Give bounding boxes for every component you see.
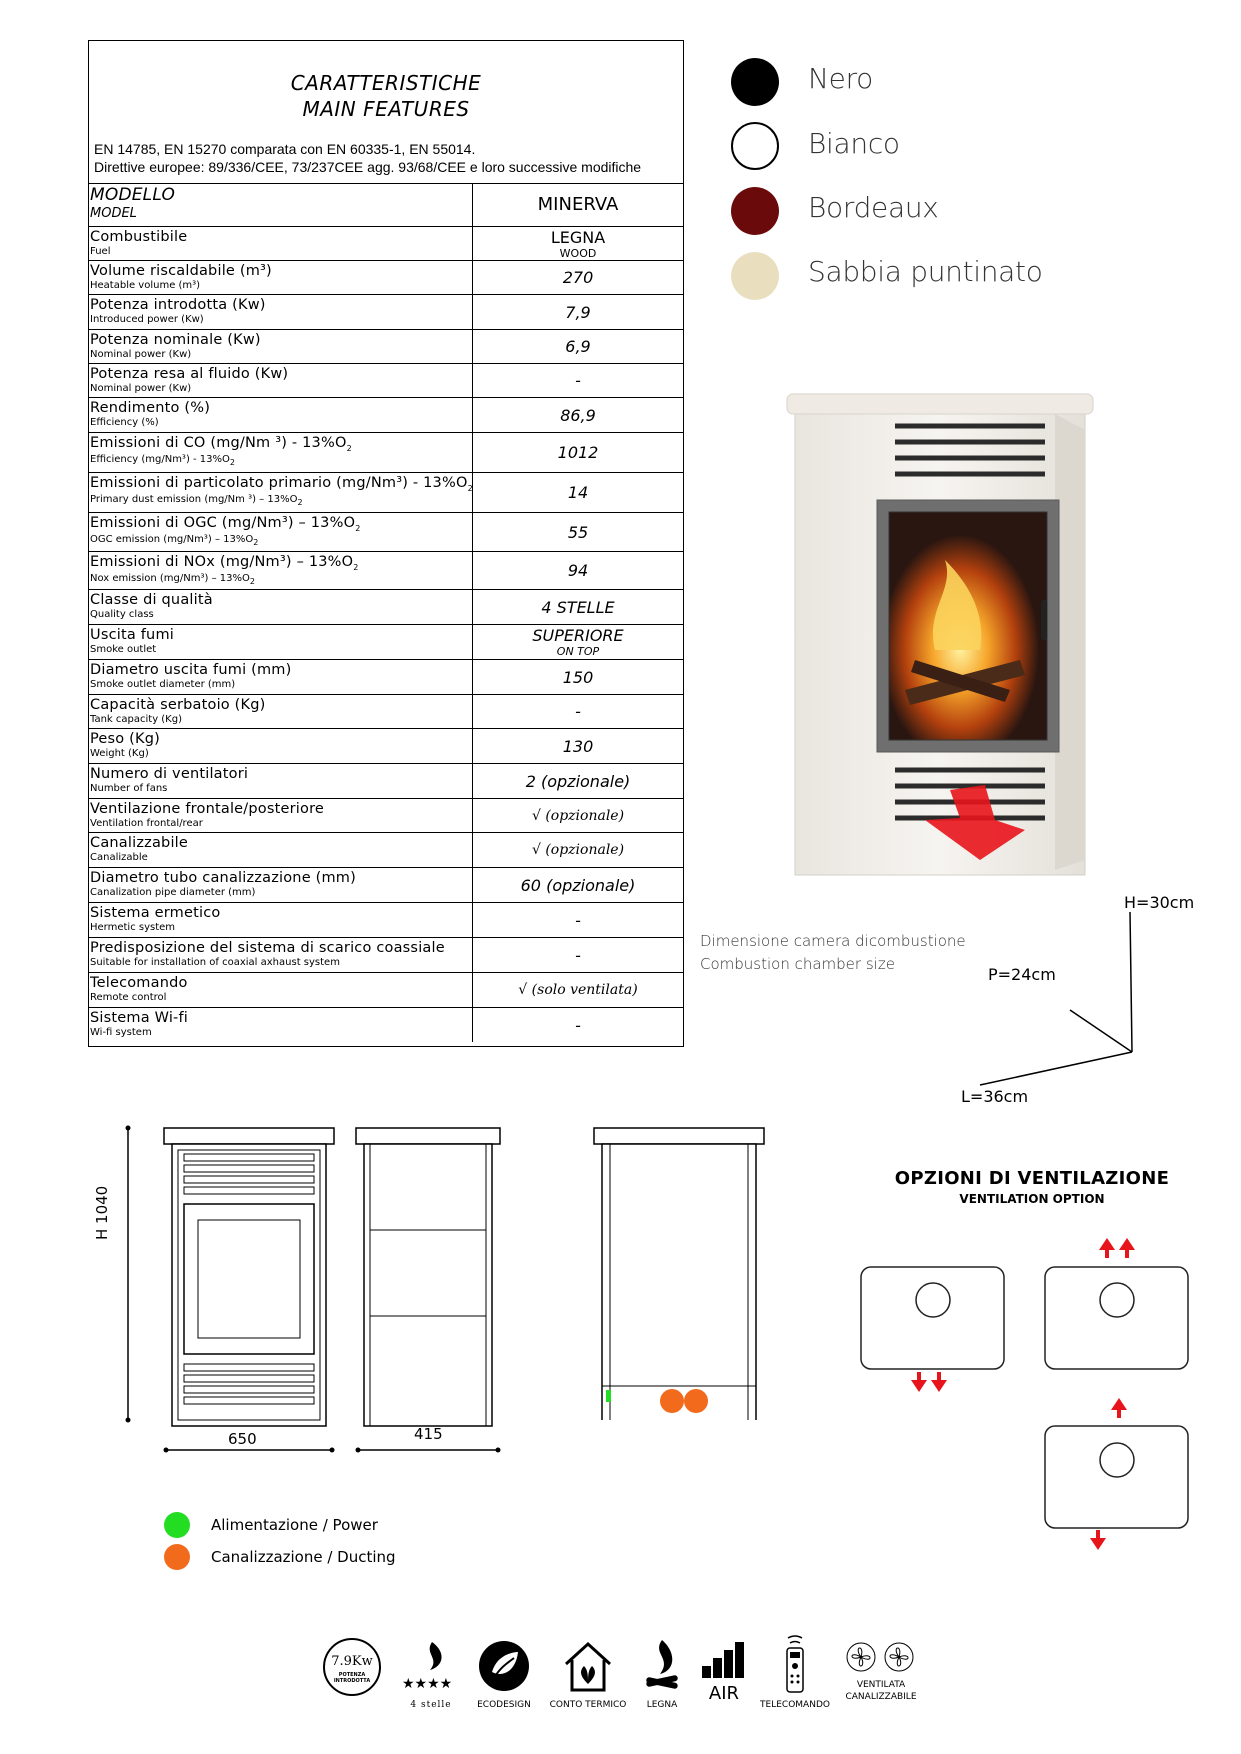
spec-value: 6,9 — [565, 337, 591, 356]
spec-row-label — [90, 332, 470, 360]
spec-value-sub: WOOD — [559, 246, 597, 260]
spec-label-it — [90, 975, 470, 991]
spec-value: √ (solo ventilata) — [518, 982, 638, 998]
spec-row — [89, 330, 683, 364]
color-label-bianco: Bianco — [808, 127, 900, 160]
depth-dimension: 415 — [414, 1425, 443, 1443]
chamber-note-it: Dimensione camera dicombustione — [700, 932, 966, 950]
spec-label-it — [90, 662, 470, 678]
spec-value: 60 (opzionale) — [520, 875, 636, 895]
spec-value: 270 — [562, 268, 594, 287]
spec-label-it-text: Uscita fumi — [90, 627, 174, 643]
stove-photo — [785, 390, 1100, 880]
spec-label-en — [90, 494, 470, 507]
spec-row-value — [472, 295, 683, 329]
ecodesign-icon — [476, 1638, 532, 1694]
legend-power: Alimentazione / Power — [211, 1516, 378, 1534]
spec-row — [89, 552, 683, 590]
spec-row — [89, 938, 683, 973]
spec-label-en-text: Fuel — [90, 246, 111, 257]
power-badge-value: 7.9Kw — [331, 1654, 373, 1669]
spec-title-en: MAIN FEATURES — [302, 97, 470, 121]
conto-termico-icon — [560, 1638, 616, 1694]
spec-label-it-text: Potenza introdotta (Kw) — [90, 297, 266, 313]
air-icon — [700, 1640, 748, 1680]
spec-label-it-text: Potenza nominale (Kw) — [90, 332, 261, 348]
spec-row — [89, 183, 683, 227]
spec-value: 94 — [567, 561, 589, 580]
spec-value: 4 STELLE — [541, 597, 615, 617]
spec-row-value — [472, 590, 683, 624]
side-view-drawing — [350, 1120, 510, 1470]
spec-label-en — [90, 714, 470, 725]
spec-label-en-text: Efficiency (mg/Nm³) - 13%O — [90, 453, 230, 465]
spec-label-en-text: Nox emission (mg/Nm³) – 13%O — [90, 572, 250, 584]
spec-label-it — [90, 515, 470, 533]
spec-row-value — [472, 660, 683, 694]
spec-value: √ (opzionale) — [531, 807, 625, 824]
spec-row-value — [472, 625, 683, 659]
spec-row-value — [472, 364, 683, 397]
spec-label-en — [90, 852, 470, 863]
spec-label-en — [90, 454, 470, 467]
spec-label-it — [90, 870, 470, 886]
spec-label-en-text: Nominal power (Kw) — [90, 349, 192, 360]
spec-label-en — [90, 206, 470, 221]
subscript: 2 — [297, 497, 303, 507]
spec-value: - — [575, 945, 581, 965]
spec-value: MINERVA — [537, 194, 619, 215]
ventilation-subtitle: VENTILATION OPTION — [959, 1192, 1105, 1206]
spec-row-label — [90, 835, 470, 863]
chamber-depth: P=24cm — [988, 965, 1056, 984]
spec-row-value — [472, 473, 683, 512]
spec-row — [89, 433, 683, 473]
spec-row-value — [472, 1008, 683, 1042]
spec-label-it — [90, 366, 470, 382]
spec-row — [89, 868, 683, 903]
spec-row — [89, 695, 683, 729]
spec-value-sub: ON TOP — [556, 645, 600, 658]
spec-value: - — [575, 1015, 581, 1035]
spec-label-en-text: Smoke outlet — [90, 644, 157, 655]
spec-row — [89, 903, 683, 938]
spec-label-it-text: Sistema ermetico — [90, 905, 221, 921]
spec-row — [89, 1008, 683, 1042]
spec-label-en-text: Wi-fi system — [90, 1027, 152, 1038]
spec-label-it — [90, 697, 470, 713]
color-swatch-sabbia — [731, 252, 779, 300]
spec-row-label — [90, 297, 470, 325]
spec-label-en — [90, 246, 470, 257]
spec-value: 86,9 — [560, 405, 596, 425]
spec-row-value — [472, 868, 683, 902]
color-label-sabbia: Sabbia puntinato — [808, 255, 1043, 288]
spec-row — [89, 764, 683, 799]
spec-row-value — [472, 330, 683, 363]
spec-label-it-text: Ventilazione frontale/posteriore — [90, 801, 325, 817]
norms-line-2: Direttive europee: 89/336/CEE, 73/237CEE agg. 93/68/CEE e loro successive modifiche — [94, 159, 642, 175]
spec-row-label — [90, 766, 470, 794]
spec-title-it: CARATTERISTICHE — [290, 71, 482, 95]
spec-label-en-text: Efficiency (%) — [90, 417, 159, 428]
spec-label-it — [90, 627, 470, 643]
spec-row-label — [90, 554, 470, 586]
color-label-bordeaux: Bordeaux — [808, 191, 939, 224]
spec-row — [89, 261, 683, 295]
stars-label: 4 stelle — [410, 1700, 452, 1710]
chamber-height: H=30cm — [1124, 893, 1195, 912]
subscript: 2 — [467, 483, 473, 493]
spec-label-en-text: Suitable for installation of coaxial axhaust system — [90, 957, 340, 968]
spec-label-it-text: Peso (Kg) — [90, 731, 161, 747]
spec-row-value — [472, 261, 683, 294]
spec-label-en-text: Smoke outlet diameter (mm) — [90, 679, 236, 690]
canalizzabile-label: CANALIZZABILE — [845, 1692, 917, 1702]
spec-label-it — [90, 332, 470, 348]
chamber-axes — [960, 900, 1160, 1100]
spec-value: √ (opzionale) — [531, 842, 625, 858]
spec-label-en — [90, 314, 470, 325]
spec-value: - — [575, 371, 581, 390]
ventilata-icon — [843, 1640, 919, 1676]
spec-row — [89, 973, 683, 1008]
spec-label-it-text: Telecomando — [90, 975, 188, 991]
color-swatch-nero — [731, 58, 779, 106]
spec-row-value — [472, 799, 683, 832]
telecomando-icon — [780, 1634, 810, 1696]
spec-label-en — [90, 280, 470, 291]
spec-table — [88, 40, 684, 1047]
spec-row-label — [90, 870, 470, 898]
subscript: 2 — [355, 523, 361, 533]
spec-row — [89, 398, 683, 433]
spec-label-en — [90, 783, 470, 794]
spec-row-label — [90, 731, 470, 759]
color-label-nero: Nero — [808, 62, 873, 95]
spec-label-it-text: Emissioni di particolato primario (mg/Nm³) - 13%O — [90, 475, 468, 491]
spec-row — [89, 364, 683, 398]
spec-value: SUPERIORE — [532, 626, 624, 645]
spec-label-en-text: Ventilation frontal/rear — [90, 818, 203, 829]
spec-label-it-text: Emissioni di NOx (mg/Nm³) – 13%O — [90, 554, 354, 570]
norms-line-1: EN 14785, EN 15270 comparata con EN 60335-1, EN 55014. — [94, 141, 476, 157]
front-view-drawing — [110, 1120, 340, 1470]
spec-label-it — [90, 185, 470, 205]
spec-label-en — [90, 349, 470, 360]
spec-label-it — [90, 435, 470, 453]
spec-label-en — [90, 818, 470, 829]
spec-row — [89, 295, 683, 330]
spec-label-it-text: Classe di qualità — [90, 592, 213, 608]
spec-row-label — [90, 801, 470, 829]
subscript: 2 — [253, 537, 259, 547]
width-dimension: 650 — [228, 1430, 257, 1448]
spec-row — [89, 227, 683, 261]
spec-label-en-text: Hermetic system — [90, 922, 176, 933]
spec-row-label — [90, 592, 470, 620]
spec-row-value — [472, 729, 683, 763]
spec-label-it-text: MODELLO — [90, 185, 176, 205]
spec-label-it-text: Numero di ventilatori — [90, 766, 249, 782]
spec-label-en — [90, 922, 470, 933]
height-dimension: H 1040 — [93, 1185, 111, 1240]
ventilata-label: VENTILATA — [856, 1680, 906, 1690]
spec-row — [89, 590, 683, 625]
spec-label-en — [90, 957, 470, 968]
spec-label-it — [90, 400, 470, 416]
spec-label-en — [90, 644, 470, 655]
chamber-note-en: Combustion chamber size — [700, 955, 895, 973]
legend-dot-power — [164, 1512, 190, 1538]
spec-label-en — [90, 748, 470, 759]
power-badge-caption: POTENZA INTRODOTTA — [333, 1672, 371, 1684]
spec-label-it — [90, 835, 470, 851]
spec-label-en-text: Canalizable — [90, 852, 148, 863]
spec-label-it-text: Sistema Wi-fi — [90, 1010, 189, 1026]
spec-label-it — [90, 263, 470, 279]
spec-value: 55 — [567, 522, 589, 542]
spec-row-value — [472, 903, 683, 937]
chamber-width: L=36cm — [961, 1087, 1029, 1106]
spec-row-label — [90, 400, 470, 428]
spec-row-value — [472, 513, 683, 551]
spec-row-value — [472, 764, 683, 798]
spec-row — [89, 473, 683, 513]
spec-value: 2 (opzionale) — [525, 771, 631, 791]
spec-row-value — [472, 552, 683, 589]
spec-row-label — [90, 475, 473, 507]
spec-row-value — [472, 398, 683, 432]
spec-label-en-text: Introduced power (Kw) — [90, 314, 204, 325]
air-label: AIR — [708, 1683, 740, 1704]
spec-row-label — [90, 1010, 470, 1038]
spec-row-label — [90, 229, 470, 257]
spec-header — [89, 41, 683, 184]
ventilation-title: OPZIONI DI VENTILAZIONE — [894, 1168, 1170, 1189]
spec-label-it — [90, 801, 470, 817]
spec-label-en — [90, 609, 470, 620]
spec-label-en — [90, 1027, 470, 1038]
conto-termico-label: CONTO TERMICO — [549, 1700, 627, 1710]
spec-label-en — [90, 573, 470, 586]
spec-label-it-text: Rendimento (%) — [90, 400, 211, 416]
spec-row-value — [472, 183, 683, 226]
telecomando-label: TELECOMANDO — [760, 1700, 830, 1710]
subscript: 2 — [249, 576, 255, 586]
spec-label-it — [90, 229, 470, 245]
spec-value: 7,9 — [565, 302, 591, 322]
spec-row-value — [472, 938, 683, 972]
spec-label-it-text: Emissioni di OGC (mg/Nm³) – 13%O — [90, 515, 356, 531]
color-swatch-bordeaux — [731, 187, 779, 235]
spec-label-it — [90, 554, 470, 572]
spec-label-it-text: Volume riscaldabile (m³) — [90, 263, 272, 279]
stars-icon — [400, 1640, 464, 1692]
subscript: 2 — [229, 457, 235, 467]
spec-row-label — [90, 975, 470, 1003]
spec-label-en — [90, 534, 470, 547]
spec-value: 14 — [567, 483, 589, 502]
ecodesign-label: ECODESIGN — [477, 1700, 531, 1710]
spec-label-it-text: Predisposizione del sistema di scarico coassiale — [90, 940, 445, 956]
spec-row-value — [472, 433, 683, 472]
spec-label-it-text: Potenza resa al fluido (Kw) — [90, 366, 289, 382]
spec-row-label — [90, 905, 470, 933]
spec-label-it-text: Canalizzabile — [90, 835, 189, 851]
spec-value: 1012 — [557, 443, 599, 462]
spec-label-en — [90, 679, 470, 690]
spec-row — [89, 625, 683, 660]
spec-label-it — [90, 905, 470, 921]
spec-label-it — [90, 592, 470, 608]
ventilation-diagrams — [850, 1230, 1200, 1570]
spec-label-it — [90, 766, 470, 782]
spec-row-value — [472, 833, 683, 867]
spec-row — [89, 799, 683, 833]
spec-label-en-text: Canalization pipe diameter (mm) — [90, 887, 256, 898]
subscript: 2 — [353, 562, 359, 572]
legend-ducting: Canalizzazione / Ducting — [211, 1548, 396, 1566]
spec-label-en-text: Tank capacity (Kg) — [90, 714, 182, 725]
spec-label-en — [90, 992, 470, 1003]
spec-value: 150 — [562, 667, 594, 687]
spec-label-it-text: Combustibile — [90, 229, 188, 245]
spec-label-it-text: Capacità serbatoio (Kg) — [90, 697, 266, 713]
spec-value: LEGNA — [550, 227, 606, 247]
spec-value: - — [575, 910, 581, 930]
spec-rows — [89, 183, 683, 1042]
spec-label-it — [90, 731, 470, 747]
spec-label-it-text: Emissioni di CO (mg/Nm ³) - 13%O — [90, 435, 347, 451]
spec-row — [89, 833, 683, 868]
spec-label-en — [90, 887, 470, 898]
svg-text:★★★★: ★★★★ — [402, 1676, 453, 1692]
spec-label-en-text: Weight (Kg) — [90, 748, 149, 759]
spec-value: - — [575, 702, 581, 721]
spec-row-label — [90, 263, 470, 291]
spec-label-it — [90, 475, 473, 493]
spec-label-en — [90, 417, 470, 428]
spec-label-it-text: Diametro tubo canalizzazione (mm) — [90, 870, 356, 886]
legend-dot-ducting — [164, 1544, 190, 1570]
spec-label-it — [90, 940, 470, 956]
spec-row-label — [90, 662, 470, 690]
spec-row-value — [472, 973, 683, 1007]
spec-value: 130 — [562, 736, 594, 756]
spec-row-label — [90, 435, 470, 467]
spec-label-en — [90, 383, 470, 394]
spec-label-en-text: MODEL — [90, 206, 137, 221]
spec-label-it — [90, 1010, 470, 1026]
spec-row-value — [472, 227, 683, 260]
spec-label-en-text: Remote control — [90, 992, 167, 1003]
spec-label-en-text: Number of fans — [90, 783, 168, 794]
spec-label-it-text: Diametro uscita fumi (mm) — [90, 662, 292, 678]
spec-label-en-text: Heatable volume (m³) — [90, 280, 201, 291]
rear-view-drawing — [590, 1120, 770, 1420]
spec-row-label — [90, 366, 470, 394]
spec-row — [89, 729, 683, 764]
legna-icon — [642, 1636, 682, 1696]
color-swatch-bianco — [731, 122, 779, 170]
spec-label-it — [90, 297, 470, 313]
spec-row-label — [90, 515, 470, 547]
spec-row-label — [90, 185, 470, 221]
spec-row — [89, 513, 683, 552]
spec-row — [89, 660, 683, 695]
spec-row-label — [90, 627, 470, 655]
spec-row-value — [472, 695, 683, 728]
legna-label: LEGNA — [646, 1700, 678, 1710]
spec-label-en-text: Nominal power (Kw) — [90, 383, 192, 394]
spec-row-label — [90, 940, 470, 968]
subscript: 2 — [346, 443, 352, 453]
spec-label-en-text: Primary dust emission (mg/Nm ³) – 13%O — [90, 493, 298, 505]
spec-row-label — [90, 697, 470, 725]
spec-label-en-text: Quality class — [90, 609, 154, 620]
spec-label-en-text: OGC emission (mg/Nm³) – 13%O — [90, 533, 254, 545]
